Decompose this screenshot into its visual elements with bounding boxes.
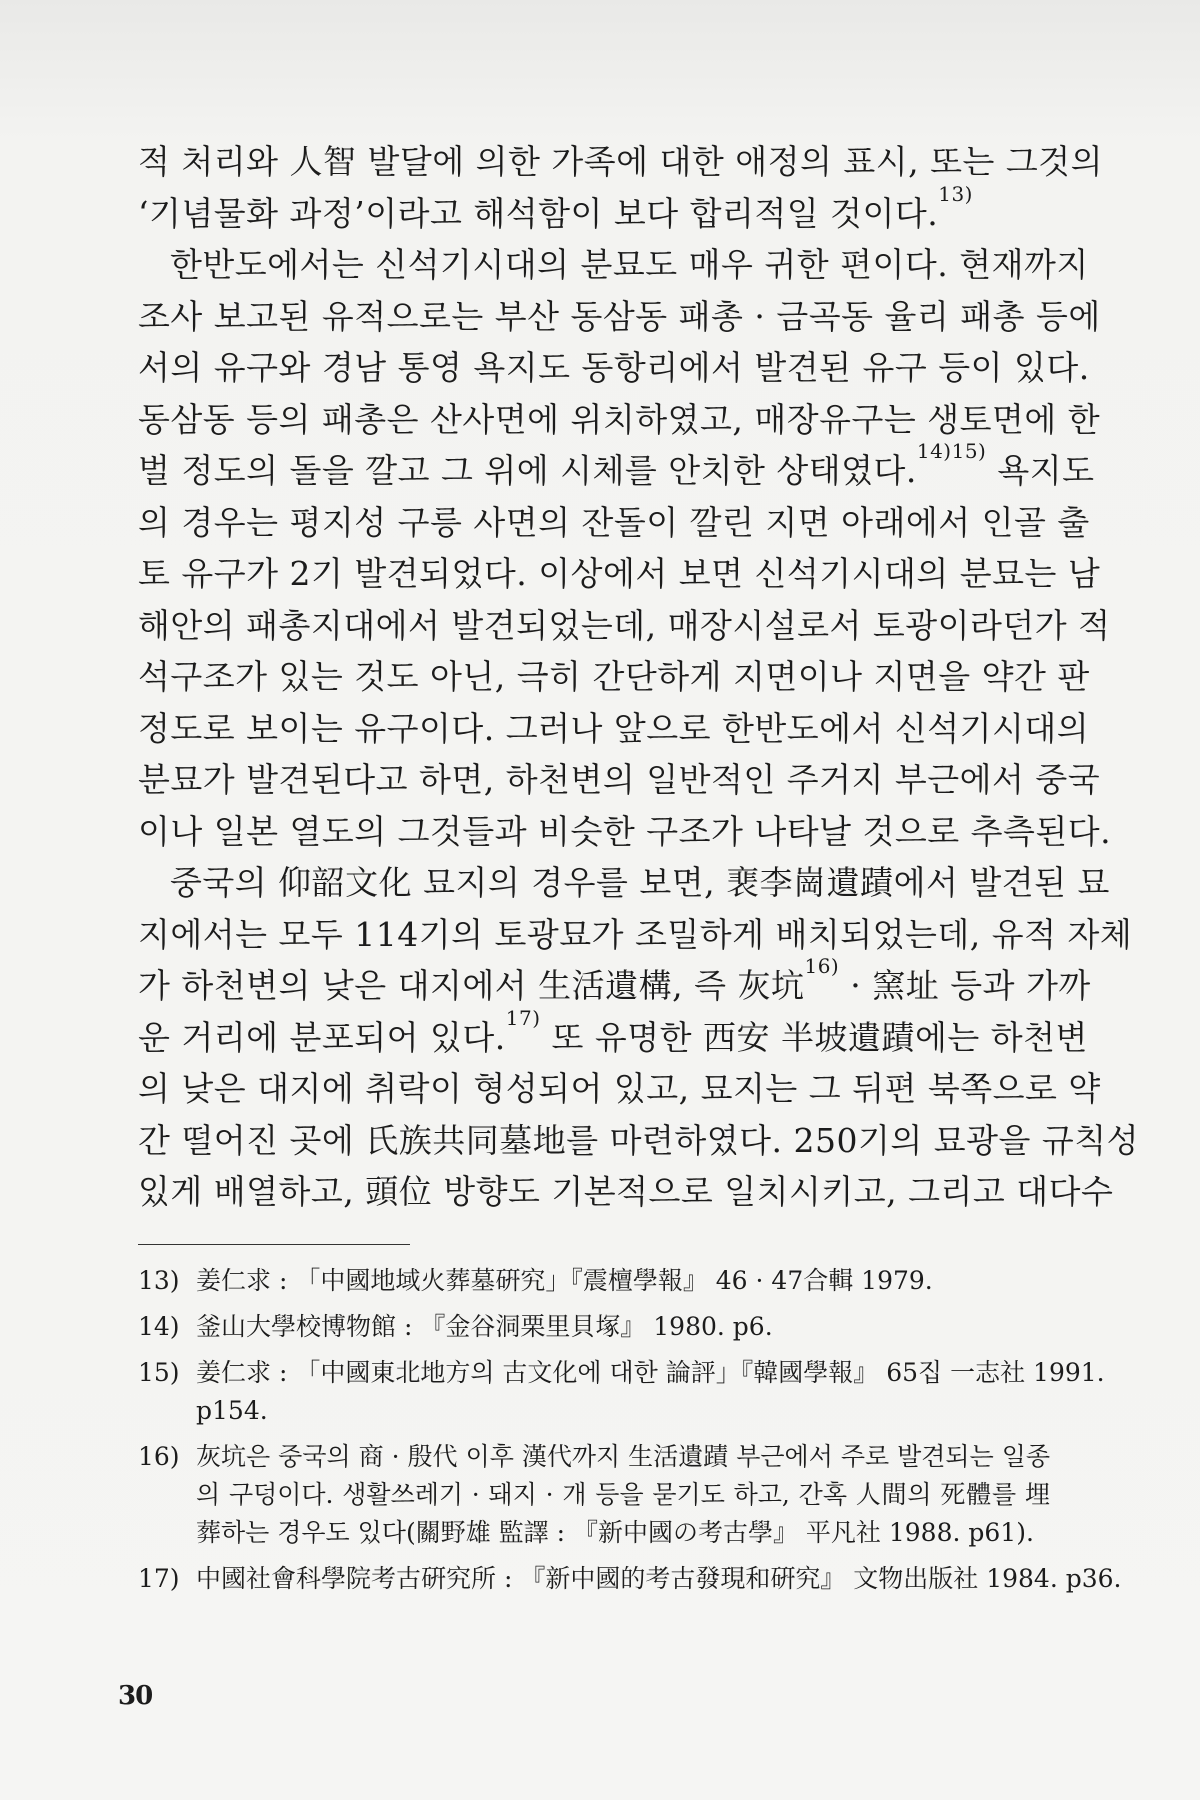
text-line: 분묘가 발견된다고 하면, 하천변의 일반적인 주거지 부근에서 중국 xyxy=(138,760,1101,799)
footnotes xyxy=(138,1262,1122,1606)
text-line: 의 낮은 대지에 취락이 형성되어 있고, 묘지는 그 뒤편 북쪽으로 약 xyxy=(138,1069,1101,1108)
footnote-text: 의 구덩이다. 생활쓰레기 · 돼지 · 개 등을 묻기도 하고, 간혹 人間의 死體를 埋 xyxy=(196,1480,1050,1509)
footnote-ref: 16) xyxy=(804,954,840,978)
footnote-text: 葬하는 경우도 있다(關野雄 監譯 : 『新中國の考古學』 平凡社 1988. p61). xyxy=(196,1518,1034,1547)
footnote-text: p154. xyxy=(196,1396,268,1425)
text-line: 지에서는 모두 114기의 토광묘가 조밀하게 배치되었는데, 유적 자체 xyxy=(138,914,1133,954)
footnote-text: 中國社會科學院考古硏究所 : 『新中國的考古發現和硏究』 文物出版社 1984. p36. xyxy=(196,1564,1122,1593)
page-number: 30 xyxy=(118,1681,153,1711)
text-line: 벌 정도의 돌을 깔고 그 위에 시체를 안치한 상태였다.$^{14)15)}$ 욕지도 xyxy=(138,439,1095,490)
footnote-number: 17) xyxy=(138,1564,180,1593)
text-line: 동삼동 등의 패총은 산사면에 위치하였고, 매장유구는 생토면에 한 xyxy=(138,399,1101,439)
text-line: 있게 배열하고, 頭位 방향도 기본적으로 일치시키고, 그리고 대다수 xyxy=(138,1172,1114,1211)
text-line: 중국의 仰韶文化 묘지의 경우를 보면, 裵李崗遺蹟에서 발견된 묘 xyxy=(170,863,1110,902)
text-line: 서의 유구와 경남 통영 욕지도 동항리에서 발견된 유구 등이 있다. xyxy=(138,348,1090,387)
footnote-17 xyxy=(138,1560,1122,1598)
text-line: 석구조가 있는 것도 아닌, 극히 간단하게 지면이나 지면을 약간 판 xyxy=(138,657,1090,696)
footnote-13 xyxy=(138,1262,1050,1300)
footnote-divider xyxy=(138,1244,410,1245)
text-line: 토 유구가 2기 발견되었다. 이상에서 보면 신석기시대의 분묘는 남 xyxy=(138,554,1101,593)
footnote-number: 14) xyxy=(138,1312,180,1341)
footnote-number: 15) xyxy=(138,1358,180,1387)
text-line: 의 경우는 평지성 구릉 사면의 잔돌이 깔린 지면 아래에서 인골 출 xyxy=(138,502,1090,542)
footnote-ref: 13) xyxy=(938,181,973,206)
footnote-text: 釜山大學校博物館 : 『金谷洞栗里貝塚』 1980. p6. xyxy=(196,1312,773,1341)
text-line: 운 거리에 분포되어 있다.$^{17)}$ 또 유명한 西安 半坡遺蹟에는 하천변 xyxy=(138,1005,1088,1057)
text-line: 가 하천변의 낮은 대지에서 生活遺構, 즉 灰坑$^{16)}$ · 窯址 등과 가까 xyxy=(138,954,1091,1005)
text-line: 간 떨어진 곳에 氏族共同墓地를 마련하였다. 250기의 묘광을 규칙성 xyxy=(138,1120,1139,1160)
footnote-text: 姜仁求 : 「中國東北地方의 古文化에 대한 論評」『韓國學報』 65집 一志社 1991. xyxy=(196,1358,1105,1387)
text-line: 한반도에서는 신석기시대의 분묘도 매우 귀한 편이다. 현재까지 xyxy=(170,245,1089,284)
footnote-number: 13) xyxy=(138,1266,180,1295)
footnote-15 xyxy=(138,1354,1105,1430)
text-line: 이나 일본 열도의 그것들과 비슷한 구조가 나타날 것으로 추측된다. xyxy=(138,811,1112,851)
footnote-number: 16) xyxy=(138,1442,180,1471)
footnote-16 xyxy=(138,1438,1050,1552)
text-line: 해안의 패총지대에서 발견되었는데, 매장시설로서 토광이라던가 적 xyxy=(138,605,1111,645)
body-text xyxy=(138,138,1139,1220)
footnote-text: 姜仁求 : 「中國地域火葬墓硏究」『震檀學報』 46 · 47合輯 1979. xyxy=(196,1266,933,1295)
footnote-text: 灰坑은 중국의 商 · 殷代 이후 漢代까지 生活遺蹟 부근에서 주로 발견되는 일종 xyxy=(196,1442,1050,1471)
footnote-14 xyxy=(138,1308,1050,1346)
text-line: ‘기념물화 과정’이라고 해석함이 보다 합리적일 것이다.$^{13)}$ xyxy=(138,181,973,233)
text-line: 적 처리와 人智 발달에 의한 가족에 대한 애정의 표시, 또는 그것의 xyxy=(138,142,1103,181)
footnote-ref: 14)15) xyxy=(916,439,987,463)
footnote-ref: 17) xyxy=(505,1005,541,1030)
text-line: 조사 보고된 유적으로는 부산 동삼동 패총 · 금곡동 율리 패총 등에 xyxy=(138,296,1101,336)
text-line: 정도로 보이는 유구이다. 그러나 앞으로 한반도에서 신석기시대의 xyxy=(138,708,1090,748)
